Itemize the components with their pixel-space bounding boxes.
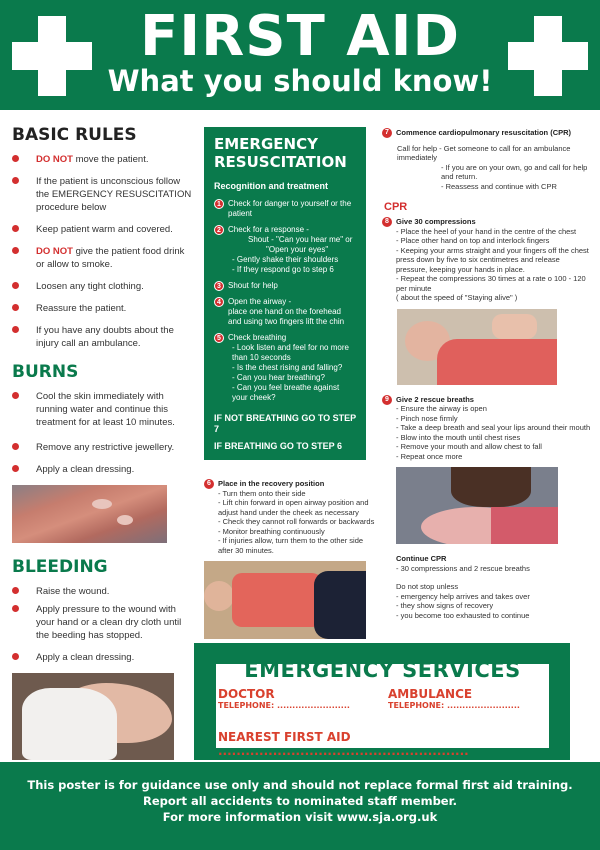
first-aid-cross-icon xyxy=(508,16,588,96)
bullet-icon xyxy=(12,247,19,254)
basic-rules-heading: BASIC RULES xyxy=(12,125,137,145)
list-item: Cool the skin immediately with running water and continue this treatment for at least 10 minutes. xyxy=(12,390,192,429)
doctor-label: DOCTOR xyxy=(218,687,275,701)
bullet-icon xyxy=(12,443,19,450)
bullet-icon xyxy=(12,653,19,660)
emergency-services-panel xyxy=(194,643,570,760)
disclaimer-text: This poster is for guidance use only and should not replace formal first aid training. xyxy=(27,778,573,792)
recovery-position-photo xyxy=(204,561,366,639)
emergency-services-heading: EMERGENCY SERVICES xyxy=(244,658,521,682)
step-number-icon: 3 xyxy=(214,281,224,291)
poster-footer xyxy=(0,762,600,850)
call-for-help-text: Call for help - Get someone to call for an ambulance immediately - If you are on your own, go and call for help and return. - Reassess and continue with CPR xyxy=(397,143,588,191)
continue-cpr-section: Continue CPR - 30 compressions and 2 rescue breaths Do not stop unless - emergency help arrives and takes over - they show signs of recovery - you become too exhausted to continue xyxy=(396,554,530,620)
list-item: Apply pressure to the wound with your hand or a clean dry cloth until the beeding has stopped. xyxy=(12,603,192,642)
step-7: 7 Commence cardiopulmonary resuscitation (CPR) xyxy=(382,128,592,138)
bleeding-list xyxy=(12,585,192,664)
list-item: Apply a clean dressing. xyxy=(12,651,192,664)
bullet-icon xyxy=(12,326,19,333)
breathing-instruction: IF BREATHING GO TO STEP 6 xyxy=(214,441,343,451)
list-item: Keep patient warm and covered. xyxy=(12,223,192,236)
step-number-icon: 4 xyxy=(214,297,224,307)
cpr-heading: CPR xyxy=(384,201,408,213)
bullet-icon xyxy=(12,465,19,472)
poster-header xyxy=(0,0,600,110)
burns-list xyxy=(12,390,192,476)
step-number-icon: 5 xyxy=(214,333,224,343)
list-item: Apply a clean dressing. xyxy=(12,463,192,476)
more-info-text: For more information visit www.sja.org.uk xyxy=(162,810,438,824)
bullet-icon xyxy=(12,282,19,289)
bullet-icon xyxy=(12,177,19,184)
recovery-position-section xyxy=(204,479,379,639)
cpr-column xyxy=(382,128,592,620)
list-item: Raise the wound. xyxy=(12,585,192,598)
chest-compression-photo xyxy=(397,309,557,385)
list-item: DO NOT give the patient food drink or allow to smoke. xyxy=(12,245,192,271)
rescue-breath-photo xyxy=(396,467,558,544)
poster-title: FIRST AID xyxy=(140,4,460,69)
step-9: 9 Give 2 rescue breaths - Ensure the airway is open - Pinch nose firmly - Take a deep breath and seal your lips around their mouth - Blow into the mouth until chest rises - Remove your mouth and allow chest to fall - Repeat once more xyxy=(382,395,592,462)
bullet-icon xyxy=(12,587,19,594)
list-item: If the patient is unconscious follow the EMERGENCY RESUSCITATION procedure below xyxy=(12,175,192,214)
doctor-telephone-field[interactable]: TELEPHONE: ........................ xyxy=(218,701,350,710)
resuscitation-heading: EMERGENCY RESUSCITATION xyxy=(214,135,347,171)
basic-rules-list xyxy=(12,153,192,350)
list-item: DO NOT move the patient. xyxy=(12,153,192,166)
ambulance-telephone-field[interactable]: TELEPHONE: ........................ xyxy=(388,701,520,710)
step-number-icon: 7 xyxy=(382,128,392,138)
step-number-icon: 8 xyxy=(382,217,392,227)
bullet-icon xyxy=(12,155,19,162)
step-number-icon: 1 xyxy=(214,199,224,209)
emergency-resuscitation-panel xyxy=(204,127,366,460)
bullet-icon xyxy=(12,225,19,232)
bullet-icon xyxy=(12,605,19,612)
list-item: Loosen any tight clothing. xyxy=(12,280,192,293)
step-number-icon: 6 xyxy=(204,479,214,489)
list-item: If you have any doubts about the injury call an ambulance. xyxy=(12,324,192,350)
report-text: Report all accidents to nominated staff member. xyxy=(142,794,458,808)
list-item: Reassure the patient. xyxy=(12,302,192,315)
list-item: Remove any restrictive jewellery. xyxy=(12,441,192,454)
burned-hand-photo xyxy=(12,485,167,543)
step-3: 3 Shout for help xyxy=(214,281,356,291)
step-number-icon: 9 xyxy=(382,395,392,405)
step-number-icon: 2 xyxy=(214,225,224,235)
step-4: 4 Open the airway - place one hand on the forehead and using two fingers lift the chin xyxy=(214,297,356,327)
bandaged-hand-photo xyxy=(12,673,174,760)
step-1: 1 Check for danger to yourself or the patient xyxy=(214,199,356,219)
bullet-icon xyxy=(12,392,19,399)
left-column xyxy=(12,125,192,760)
ambulance-label: AMBULANCE xyxy=(388,687,473,701)
poster-subtitle: What you should know! xyxy=(107,64,493,98)
burns-heading: BURNS xyxy=(12,362,79,382)
bullet-icon xyxy=(12,304,19,311)
step-2: 2 Check for a response - Shout - "Can you hear me" or "Open your eyes" - Gently shake their shoulders - If they respond go to step 6 xyxy=(214,225,356,275)
step-6: 6 Place in the recovery position - Turn them onto their side - Lift chin forward in open airway position and adjust hand under the cheek as necessary - Check they cannot roll forwards or backwards - Monitor breathing continuously - If injuries allow, turn them to the other side after 30 minutes. xyxy=(204,479,379,555)
bleeding-heading: BLEEDING xyxy=(12,557,108,577)
step-8: 8 Give 30 compressions - Place the heel of your hand in the centre of the chest - Place other hand on top and interlock fingers - Keeping your arms straight and your fingers off the chest press down by five to six centimetres and release pressure, keeping your hands in place. - Repeat the compressions 30 times at a rate o 100 - 120 per minute ( about the speed of "Staying alive" ) xyxy=(382,217,592,303)
step-5: 5 Check breathing - Look listen and feel for no more than 10 seconds - Is the chest rising and falling? - Can you hear breathing? - Can you feel breathe against your cheek? xyxy=(214,333,356,403)
recognition-subheading: Recognition and treatment xyxy=(214,181,329,191)
not-breathing-instruction: IF NOT BREATHING GO TO STEP 7 xyxy=(214,413,357,434)
nearest-first-aid-field[interactable]: NEAREST FIRST AID ....................................................... xyxy=(218,730,469,758)
